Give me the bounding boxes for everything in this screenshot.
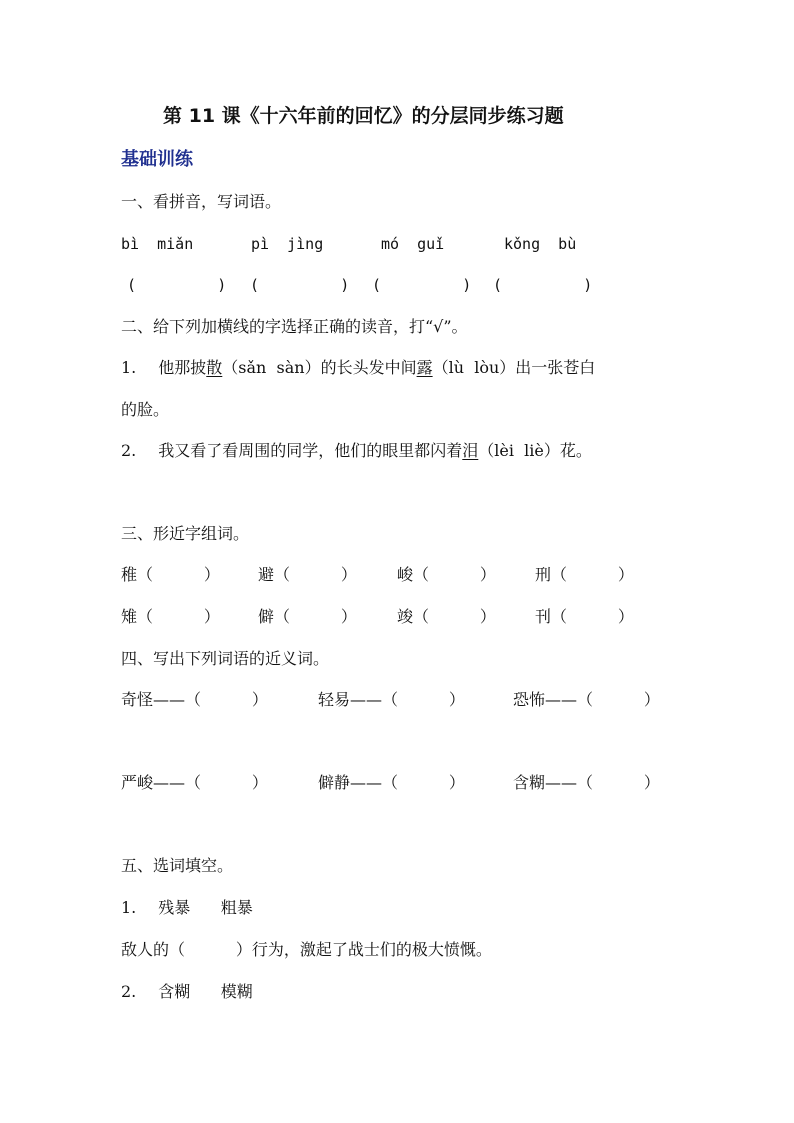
section3-heading: 三、形近字组词。 xyxy=(121,524,250,543)
similar-char-7: 竣（ ） xyxy=(397,607,496,626)
question-text: （sǎn sàn）的长头发中间 xyxy=(222,358,417,377)
similar-char-2: 避（ ） xyxy=(258,565,357,584)
section2-heading: 二、给下列加横线的字选择正确的读音，打“√”。 xyxy=(121,317,468,336)
question-number: 2. xyxy=(121,982,137,1001)
pinyin-2: pì jìng xyxy=(251,235,324,253)
word-options: 含糊 模糊 xyxy=(158,982,253,1001)
question-number: 2. xyxy=(121,441,137,460)
fill-sentence-1: 敌人的（ ）行为，激起了战士们的极大愤慨。 xyxy=(121,940,492,959)
underlined-char: 散 xyxy=(206,358,223,377)
synonym-3: 恐怖——（ ） xyxy=(513,690,660,709)
underlined-char: 露 xyxy=(416,358,433,377)
synonym-4: 严峻——（ ） xyxy=(121,773,268,792)
section-subtitle: 基础训练 xyxy=(121,149,193,170)
question-text: （lèi liè）花。 xyxy=(478,441,592,460)
underlined-char: 泪 xyxy=(462,441,479,460)
question-text: （lù lòu）出一张苍白 xyxy=(432,358,596,377)
similar-char-4: 刑（ ） xyxy=(535,565,634,584)
question-text: 我又看了看周围的同学，他们的眼里都闪着 xyxy=(158,441,463,460)
question-2-2 xyxy=(121,441,592,461)
similar-char-1: 稚（ ） xyxy=(121,565,220,584)
pinyin-1: bì miǎn xyxy=(121,235,194,253)
synonym-2: 轻易——（ ） xyxy=(318,690,465,709)
word-choice-2 xyxy=(121,982,253,1002)
similar-char-6: 僻（ ） xyxy=(258,607,357,626)
synonym-1: 奇怪——（ ） xyxy=(121,690,268,709)
similar-char-8: 刊（ ） xyxy=(535,607,634,626)
answer-bracket-2: ( ) xyxy=(250,276,350,294)
answer-bracket-1: ( ) xyxy=(127,276,227,294)
answer-bracket-3: ( ) xyxy=(372,276,472,294)
word-options: 残暴 粗暴 xyxy=(158,898,253,917)
question-number: 1. xyxy=(121,898,137,917)
pinyin-4: kǒng bù xyxy=(504,235,577,253)
word-choice-1 xyxy=(121,898,253,918)
similar-char-3: 峻（ ） xyxy=(397,565,496,584)
page-title: 第 11 课《十六年前的回忆》的分层同步练习题 xyxy=(163,105,564,127)
answer-bracket-4: ( ) xyxy=(493,276,593,294)
question-2-1-continued: 的脸。 xyxy=(121,400,170,419)
section5-heading: 五、选词填空。 xyxy=(121,856,234,875)
question-text: 他那披 xyxy=(158,358,207,377)
synonym-5: 僻静——（ ） xyxy=(318,773,465,792)
section4-heading: 四、写出下列词语的近义词。 xyxy=(121,649,330,668)
synonym-6: 含糊——（ ） xyxy=(513,773,660,792)
pinyin-3: mó guǐ xyxy=(381,235,445,253)
similar-char-5: 雉（ ） xyxy=(121,607,220,626)
question-2-1 xyxy=(121,358,595,378)
question-number: 1. xyxy=(121,358,137,377)
section1-heading: 一、看拼音，写词语。 xyxy=(121,192,282,211)
